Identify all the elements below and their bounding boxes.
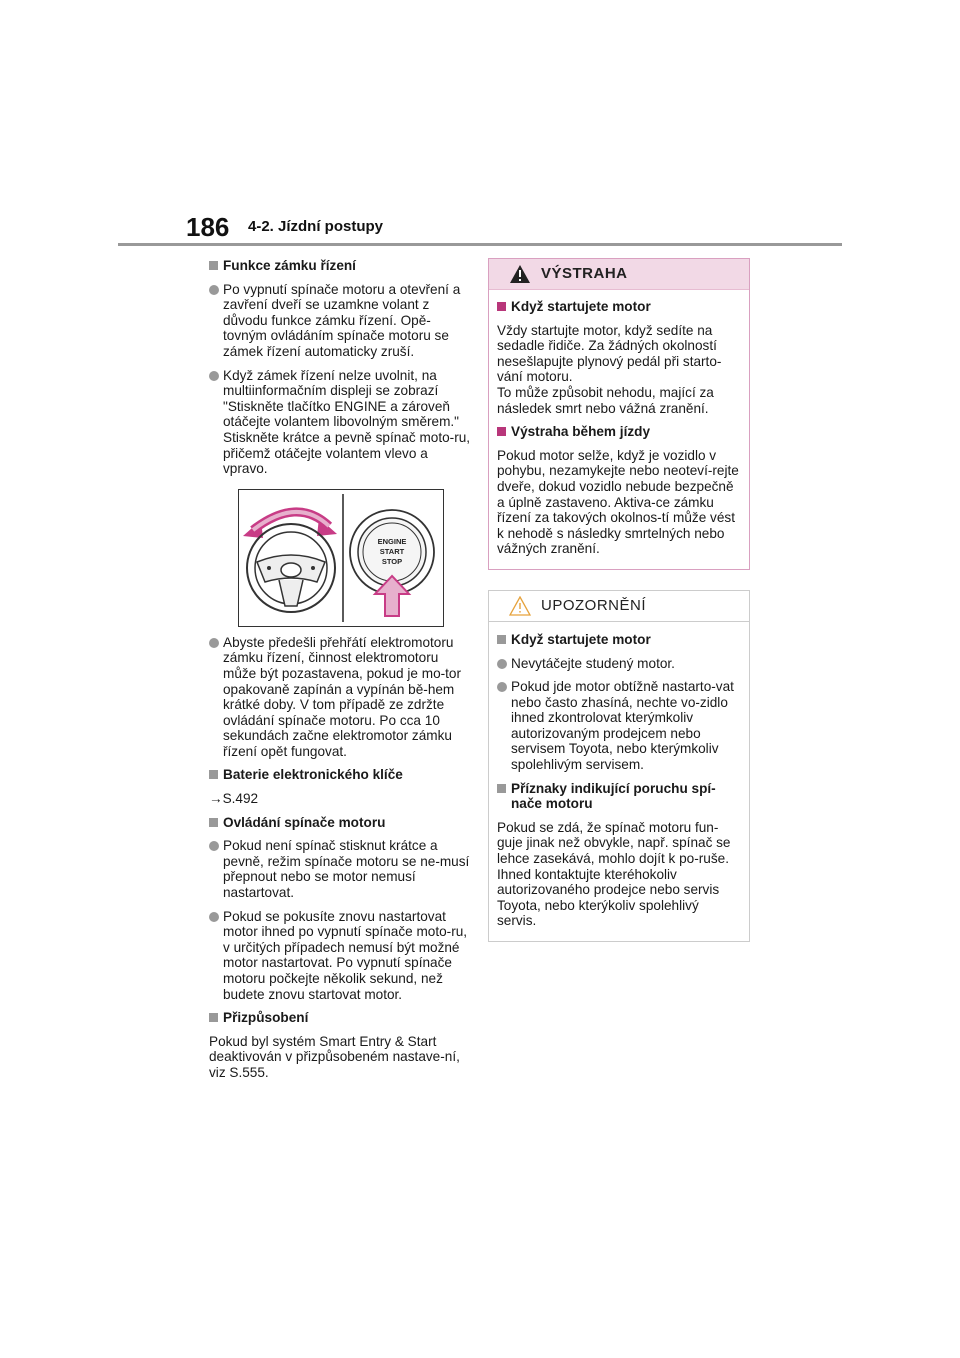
caution-triangle-icon — [509, 596, 531, 616]
warning-box — [488, 258, 750, 570]
caution-heading-start: Když startujete motor — [497, 632, 741, 648]
bullet-switch-1: Pokud není spínač stisknut krátce a pevně, režim spínače motoru se ne-musí přepnout nebo se motor nemusí nastartovat. — [209, 838, 471, 900]
bullet-steering-lock-3: Abyste předešli přehřátí elektromotoru zámku řízení, činnost elektromotoru může být pozastavena, pokud je mo-tor opakovaně zapínán a vypínán bě-hem krátké doby. V tom případě ze zdržte ovládání spínače motoru. Po cca 10 sekundách začne elektromotor zámku řízení opět fungovat. — [209, 635, 471, 760]
page-reference: →S.492 — [209, 791, 259, 807]
warning-heading-driving: Výstraha během jízdy — [497, 424, 741, 440]
caution-header — [489, 591, 749, 622]
warning-body — [489, 290, 749, 569]
stop-label: STOP — [381, 556, 403, 566]
section-heading-switch-operation: Ovládání spínače motoru — [209, 815, 471, 831]
steering-wheel-figure — [238, 489, 444, 627]
page-header — [0, 0, 960, 250]
customization-text: Pokud byl systém Smart Entry & Start deaktivován v přizpůsobeném nastave-ní, viz S.555. — [209, 1033, 460, 1080]
steering-wheel-illustration — [239, 490, 443, 626]
header-rule — [118, 243, 842, 246]
bullet-steering-lock-1: Po vypnutí spínače motoru a otevření a zavření dveří se uzamkne volant z důvodu funkce zámku řízení. Opě-tovným ovládáním spínače motoru se zámek řízení automaticky zruší. — [209, 282, 471, 360]
caution-title: UPOZORNĚNÍ — [541, 596, 647, 614]
caution-body — [489, 622, 749, 941]
caution-bullet-1: Nevytáčejte studený motor. — [497, 656, 741, 672]
caution-box — [488, 590, 750, 942]
caution-text-malfunction: Pokud se zdá, že spínač motoru fun-guje jinak než obvykle, např. spínač se lehce zasekává, mohlo dojít k po-ruše. Ihned kontaktujte kteréhokoliv autorizovaného prodejce nebo servis Toyota, nebo kterýkoliv spolehlivý servis. — [497, 819, 731, 929]
warning-text-start: Vždy startujte motor, když sedíte na sedadle řidiče. Za žádných okolností nesešlapujte plynový pedál při starto-vání motoru. — [497, 322, 722, 385]
warning-header — [489, 259, 749, 290]
caution-bullet-2: Pokud jde motor obtížně nastarto-vat nebo často zhasíná, nechte vo-zidlo ihned zkontrolovat kterýmkoliv autorizovaným prodejcem nebo servisem Toyota, nebo kterýmkoliv spolehlivým servisem. — [497, 679, 741, 773]
chapter-title: 4-2. Jízdní postupy — [248, 218, 384, 235]
bullet-switch-2: Pokud se pokusíte znovu nastartovat motor ihned po vypnutí spínače moto-ru, v určitých případech nemusí být možné motor nastartovat. Po vypnutí spínače motoru počkejte několik sekund, než budete znovu startovat motor. — [209, 909, 471, 1003]
engine-label: ENGINE — [377, 536, 407, 546]
warning-title: VÝSTRAHA — [541, 265, 628, 282]
caution-heading-malfunction: Příznaky indikující poruchu spí-nače motoru — [497, 781, 741, 812]
section-heading-steering-lock: Funkce zámku řízení — [209, 258, 471, 274]
warning-text-start-2: To může způsobit nehodu, mající za následek smrt nebo vážná zranění. — [497, 384, 714, 416]
start-label: START — [379, 546, 405, 556]
warning-triangle-icon — [509, 264, 531, 284]
right-column — [488, 258, 750, 958]
section-heading-customization: Přizpůsobení — [209, 1010, 471, 1026]
page-number: 186 — [186, 212, 230, 242]
left-column — [209, 258, 471, 1089]
bullet-steering-lock-2: Když zámek řízení nelze uvolnit, na multiinformačním displeji se zobrazí "Stiskněte tlačítko ENGINE a zároveň otáčejte volantem libovolným směrem." Stiskněte krátce a pevně spínač moto-ru, přičemž otáčejte volantem vlevo a vpravo. — [209, 368, 471, 477]
warning-heading-start: Když startujete motor — [497, 299, 741, 315]
section-heading-battery: Baterie elektronického klíče — [209, 767, 471, 783]
warning-text-driving: Pokud motor selže, když je vozidlo v pohybu, nezamykejte nebo neoteví-rejte dveře, dokud vozidlo nebude bezpečně a úplně zastaveno. Aktiva-ce zámku řízení za takových okolnos-tí může vést k nehodě s následky smrtelných nebo vážných zranění. — [497, 447, 739, 557]
